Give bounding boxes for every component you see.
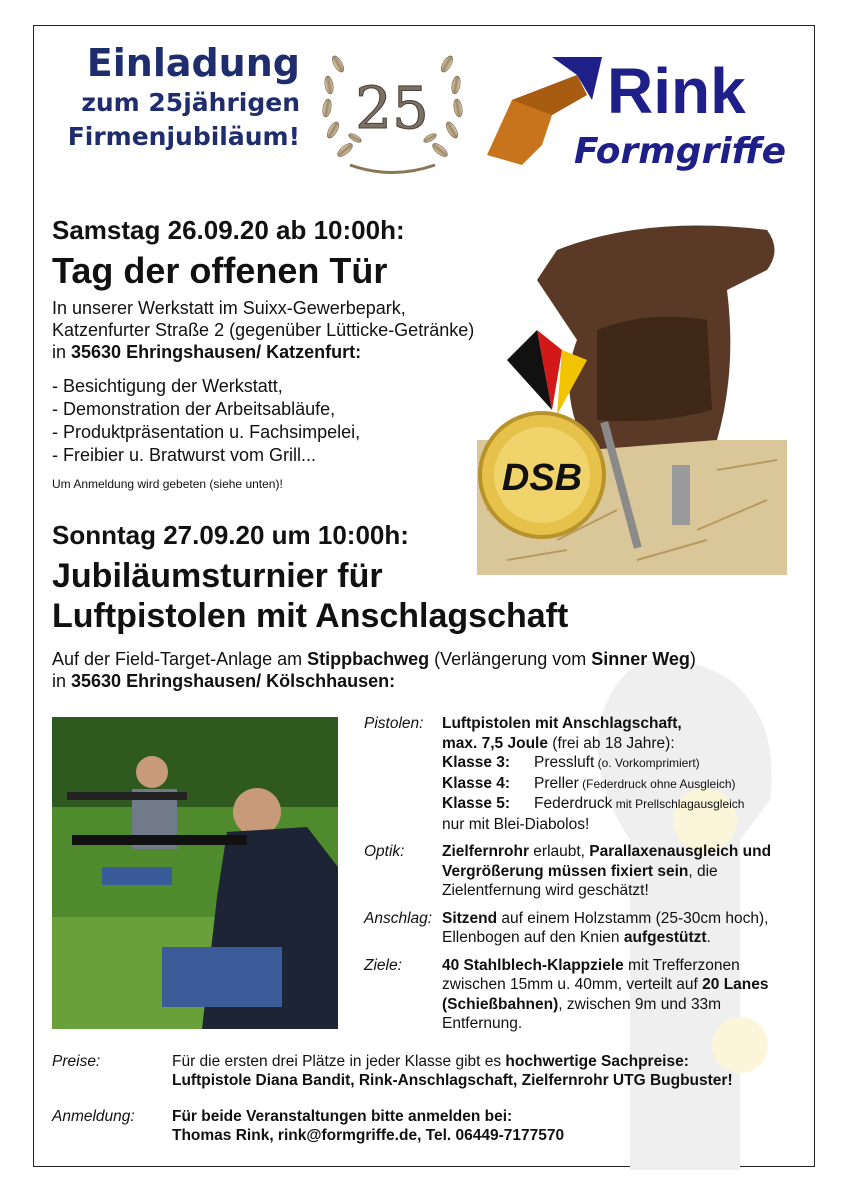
class-row xyxy=(442,774,804,795)
rule-label: Pistolen: xyxy=(364,715,424,732)
registration-note: Um Anmeldung wird gebeten (siehe unten)! xyxy=(52,477,283,491)
saturday-activities-list xyxy=(52,375,360,467)
shooters-photo xyxy=(52,717,338,1029)
anschlag-b2: aufgestützt xyxy=(623,929,707,946)
optik-t1: erlaubt, xyxy=(528,843,590,860)
invitation-heading xyxy=(60,40,300,154)
prizes-section xyxy=(52,1052,802,1090)
loc-pre: Auf der Field-Target-Anlage am xyxy=(52,649,308,669)
list-item: - Produktpräsentation u. Fachsimpelei, xyxy=(52,422,361,442)
class-key: Klasse 5: xyxy=(442,795,511,812)
logo-name: Rink xyxy=(607,55,746,127)
registration-text xyxy=(172,1107,564,1145)
address-line-3-pre: in xyxy=(52,342,72,362)
rule-label: Anschlag: xyxy=(364,909,433,927)
class-type: Federdruck xyxy=(534,795,613,812)
list-item: - Demonstration der Arbeitsabläufe, xyxy=(52,399,336,419)
saturday-date-line: Samstag 26.09.20 ab 10:00h: xyxy=(52,215,405,245)
laurel-wreath-25-emblem xyxy=(305,30,480,190)
prizes-label: Preise: xyxy=(52,1053,101,1070)
loc-street-2: Sinner Weg xyxy=(591,649,690,669)
ziele-t2: , zwischen 9m und 33m Entfernung. xyxy=(442,995,722,1032)
prizes-line-1 xyxy=(172,1052,733,1071)
loc-end: ) xyxy=(689,649,696,669)
prizes-b1: hochwertige Sachpreise: xyxy=(505,1053,689,1070)
rule-optik xyxy=(364,842,804,901)
registration-section xyxy=(52,1107,802,1145)
sunday-location-line-2 xyxy=(52,670,772,692)
class-row xyxy=(442,753,804,774)
class-key: Klasse 3: xyxy=(442,754,511,771)
sunday-title xyxy=(52,556,568,636)
loc2-pre: in xyxy=(52,671,72,691)
class-type: Pressluft xyxy=(534,754,595,771)
rink-formgriffe-logo xyxy=(482,45,807,175)
ziele-b1: 40 Stahlblech-Klappziele xyxy=(442,956,624,974)
anschlag-t2: . xyxy=(706,929,711,946)
rule-value xyxy=(442,842,804,901)
rule-label: Optik: xyxy=(364,843,405,860)
list-item: - Besichtigung der Werkstatt, xyxy=(52,376,283,396)
registration-contact: Thomas Rink, rink@formgriffe.de, Tel. 06449-7177570 xyxy=(172,1127,565,1144)
ziele-t1: mit Trefferzonen zwischen 15mm u. 40mm, verteilt auf xyxy=(442,956,740,993)
class-key: Klasse 4: xyxy=(442,774,511,792)
rule-anschlag xyxy=(364,909,804,948)
pistolen-age: (frei ab 18 Jahre): xyxy=(547,734,675,752)
class-note: (o. Vorkomprimiert) xyxy=(594,756,700,770)
pistolen-joule: max. 7,5 Joule xyxy=(442,734,548,752)
loc-street: Stippbachweg xyxy=(307,649,430,669)
invite-line-3: Firmenjubiläum! xyxy=(67,122,300,151)
address-line-2: Katzenfurter Straße 2 (gegenüber Lütticke-Getränke) xyxy=(52,320,475,340)
sunday-title-line-1: Jubiläumsturnier für xyxy=(52,557,383,595)
optik-b1: Zielfernrohr xyxy=(442,843,529,860)
address-line-3 xyxy=(52,341,532,363)
list-item: - Freibier u. Bratwurst vom Grill... xyxy=(52,445,317,465)
anschlag-t1: auf einem Holzstamm (25-30cm hoch), Ellenbogen auf den Knien xyxy=(442,909,769,946)
class-row xyxy=(442,794,804,815)
sunday-date-line: Sonntag 27.09.20 um 10:00h: xyxy=(52,520,409,550)
logo-sub: Formgriffe xyxy=(574,131,787,172)
rule-value xyxy=(442,956,804,1034)
loc2-bold: 35630 Ehringshausen/ Kölschhausen: xyxy=(71,671,396,691)
sunday-title-line-2: Luftpistolen mit Anschlagschaft xyxy=(52,597,569,635)
optik-t2: , die Zielentfernung wird geschätzt! xyxy=(442,862,718,899)
class-type: Preller xyxy=(534,774,579,792)
class-value xyxy=(534,794,744,815)
class-value xyxy=(534,774,736,795)
wreath-number: 25 xyxy=(355,74,429,142)
saturday-title: Tag der offenen Tür xyxy=(52,250,388,291)
class-value xyxy=(534,753,700,774)
tournament-rules xyxy=(364,714,804,1042)
loc-mid: (Verlängerung vom xyxy=(429,649,592,669)
prizes-line-2: Luftpistole Diana Bandit, Rink-Anschlagschaft, Zielfernrohr UTG Bugbuster! xyxy=(172,1072,733,1089)
invite-line-1: Einladung xyxy=(86,41,300,85)
address-line-1: In unserer Werkstatt im Suixx-Gewerbepark, xyxy=(52,298,406,318)
rule-pistolen xyxy=(364,714,804,834)
rule-value xyxy=(442,909,804,948)
address-line-3-bold: 35630 Ehringshausen/ Katzenfurt: xyxy=(71,342,362,362)
invite-line-2: zum 25jährigen xyxy=(81,88,300,117)
class-note: (Federdruck ohne Ausgleich) xyxy=(578,776,736,791)
anschlag-b1: Sitzend xyxy=(442,909,498,927)
registration-line-1: Für beide Veranstaltungen bitte anmelden bei: xyxy=(172,1108,513,1125)
sunday-location xyxy=(52,648,772,692)
prizes-t1: Für die ersten drei Plätze in jeder Klasse gibt es xyxy=(172,1053,506,1070)
prizes-text xyxy=(172,1052,733,1090)
pistolen-line-1: Luftpistolen mit Anschlagschaft, xyxy=(442,715,682,732)
dsb-badge-text: DSB xyxy=(501,457,583,499)
rule-label: Ziele: xyxy=(364,956,402,974)
saturday-address xyxy=(52,297,532,363)
rule-value xyxy=(442,714,804,834)
optik-b2: Parallaxenausgleich und Vergrößerung müssen fixiert sein xyxy=(442,843,772,880)
ziele-b2: 20 Lanes (Schießbahnen) xyxy=(442,976,769,1013)
sunday-location-line-1 xyxy=(52,648,772,670)
pistolen-line-2 xyxy=(442,734,804,754)
pistolen-last: nur mit Blei-Diabolos! xyxy=(442,815,590,833)
registration-label: Anmeldung: xyxy=(52,1108,135,1125)
rule-ziele xyxy=(364,956,804,1034)
pistol-grip-medal-photo xyxy=(477,210,787,575)
class-note: mit Prellschlagausgleich xyxy=(612,797,745,811)
